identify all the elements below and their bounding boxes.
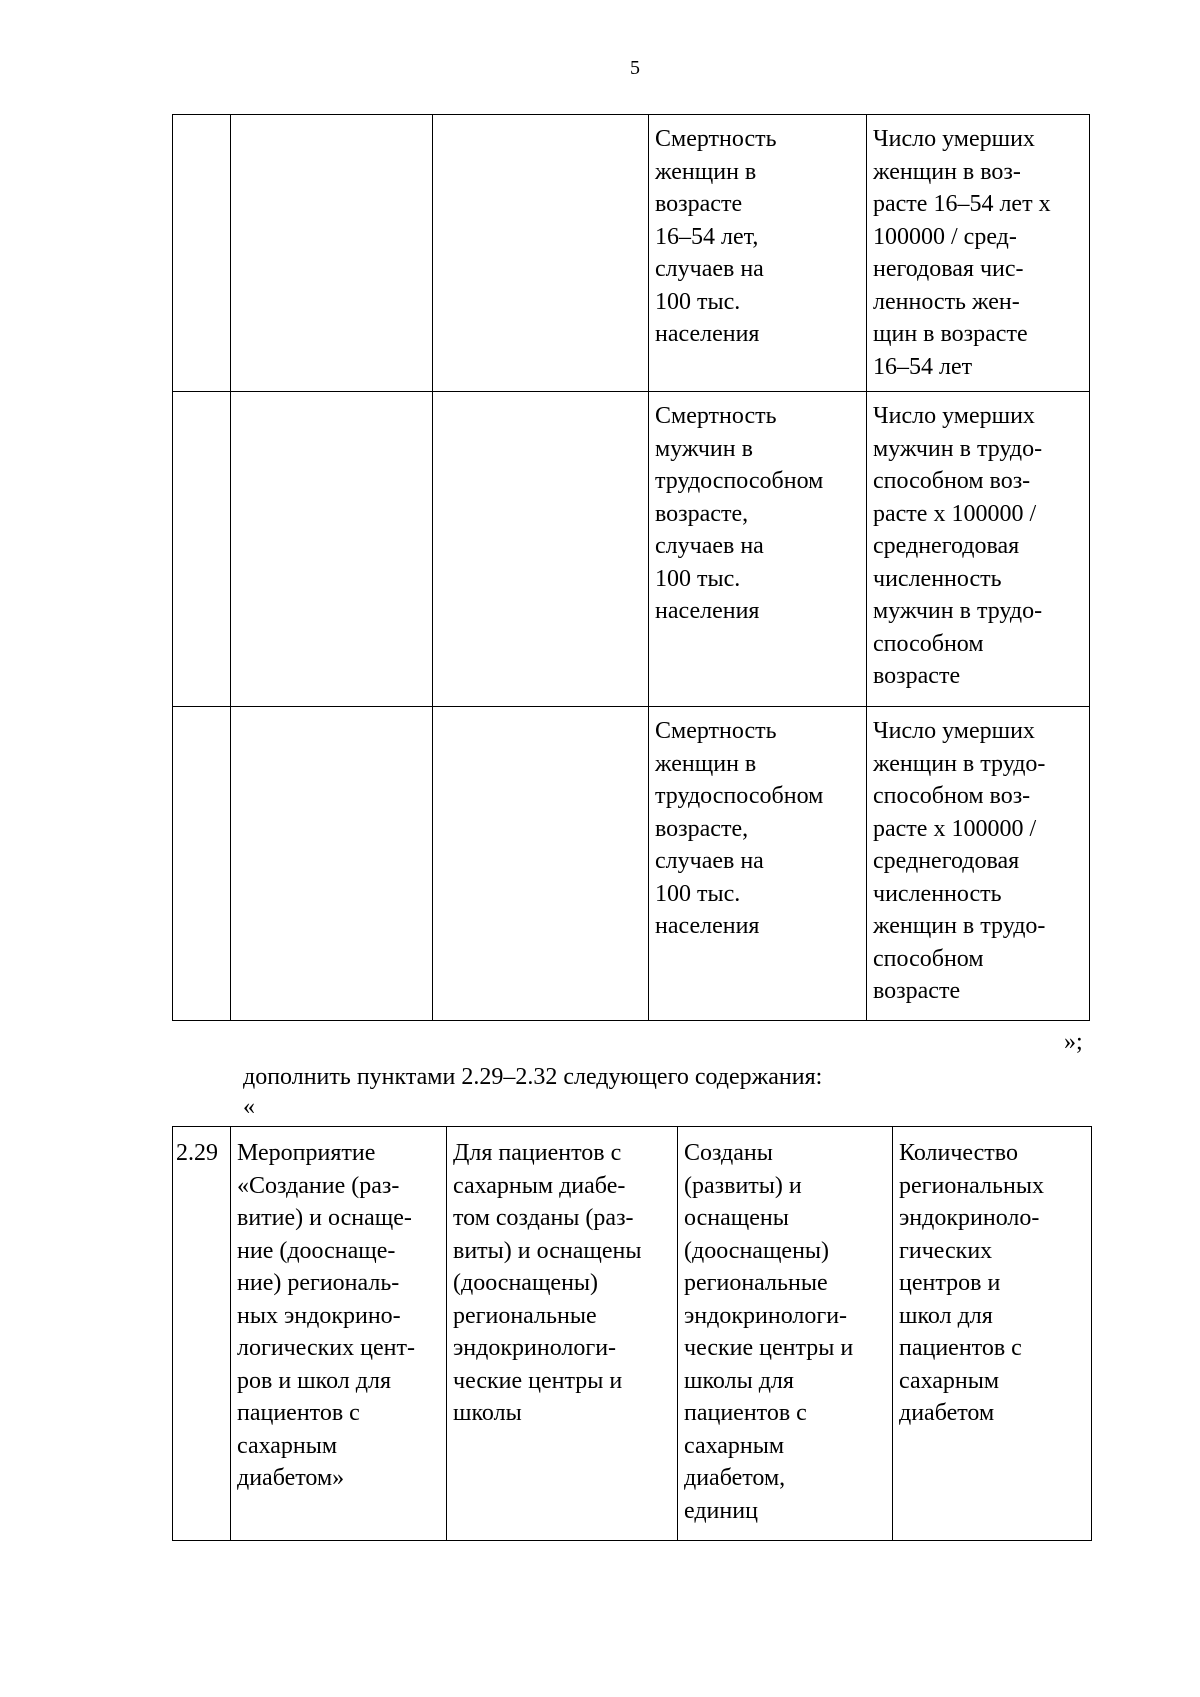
table-cell-measure: Мероприятие «Создание (раз- витие) и оснаще- ние (дооснаще- ние) региональ- ных эндокрино- логических цент- ров и школ для пациентов с сахарным диабетом» <box>231 1127 447 1541</box>
table-cell-result <box>433 115 649 392</box>
table-cell-number: 2.29 <box>173 1127 231 1541</box>
table-cell-formula: Число умерших женщин в трудо- способном воз- расте х 100000 / среднегодовая численность женщин в трудо- способном возрасте <box>867 707 1090 1021</box>
table-cell-formula: Число умерших женщин в воз- расте 16–54 лет х 100000 / сред- негодовая чис- ленность жен- щин в возрасте 16–54 лет <box>867 115 1090 392</box>
table-cell-formula: Количество региональных эндокриноло- гических центров и школ для пациентов с сахарным диабетом <box>893 1127 1092 1541</box>
new-items-table <box>172 1126 1092 1541</box>
table-row <box>173 707 1090 1021</box>
table-cell-result: Для пациентов с сахарным диабе- том созданы (раз- виты) и оснащены (дооснащены) региональные эндокринологи- ческие центры и школы <box>447 1127 678 1541</box>
table-cell-indicator: Смертность мужчин в трудоспособном возрасте, случаев на 100 тыс. населения <box>649 392 867 707</box>
table-cell-number <box>173 392 231 707</box>
amendment-intro-text: дополнить пунктами 2.29–2.32 следующего содержания: <box>243 1064 823 1090</box>
table-cell-indicator: Созданы (развиты) и оснащены (дооснащены) региональные эндокринологи- ческие центры и школы для пациентов с сахарным диабетом, единиц <box>678 1127 893 1541</box>
table-row <box>173 1127 1092 1541</box>
table-row <box>173 392 1090 707</box>
table-cell-measure <box>231 707 433 1021</box>
table-cell-number <box>173 115 231 392</box>
opening-quote: « <box>243 1094 255 1120</box>
table-cell-measure <box>231 392 433 707</box>
table-cell-indicator: Смертность женщин в возрасте 16–54 лет, случаев на 100 тыс. населения <box>649 115 867 392</box>
table-cell-indicator: Смертность женщин в трудоспособном возрасте, случаев на 100 тыс. населения <box>649 707 867 1021</box>
table-cell-measure <box>231 115 433 392</box>
table-row <box>173 115 1090 392</box>
closing-quote: »; <box>1064 1029 1083 1055</box>
page-number: 5 <box>630 57 640 79</box>
table-cell-result <box>433 392 649 707</box>
table-cell-formula: Число умерших мужчин в трудо- способном воз- расте х 100000 / среднегодовая численность мужчин в трудо- способном возрасте <box>867 392 1090 707</box>
table-cell-number <box>173 707 231 1021</box>
table-cell-result <box>433 707 649 1021</box>
indicators-table-continued <box>172 114 1090 1021</box>
